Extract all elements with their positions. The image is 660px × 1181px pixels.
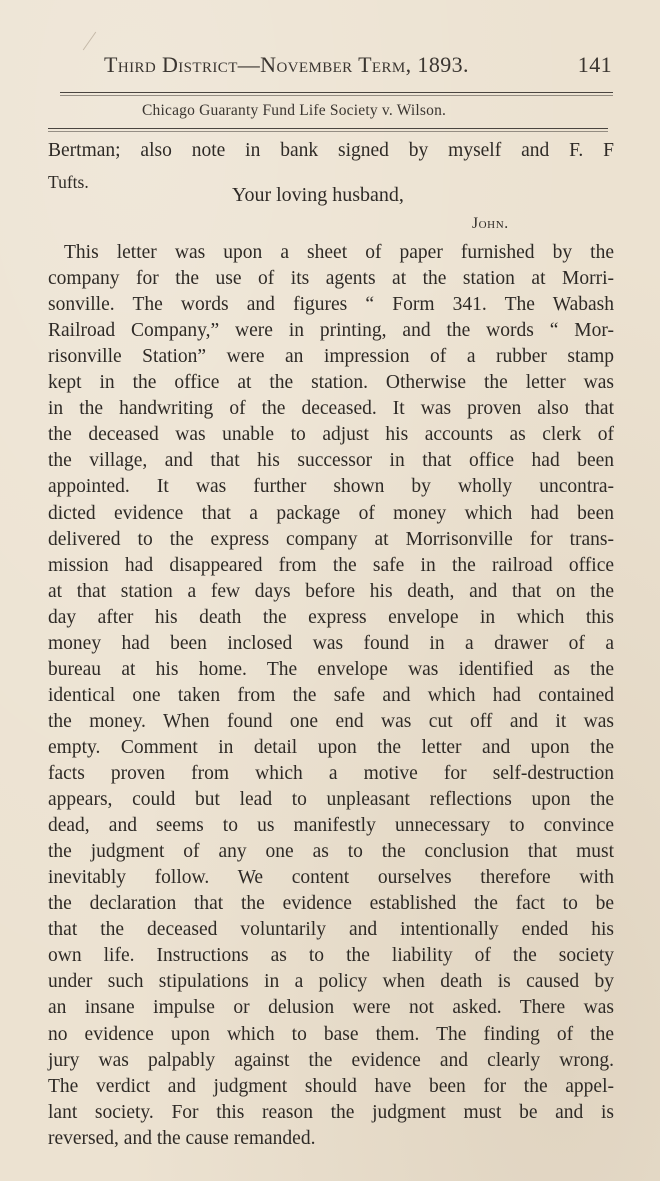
body-line: dead, and seems to us manifestly unnecessary to convince: [48, 815, 614, 837]
body-line: mission had disappeared from the safe in the railroad office: [48, 554, 614, 576]
page-number: 141: [577, 52, 612, 77]
body-line: lant society. For this reason the judgment must be and is: [48, 1101, 614, 1123]
header-rule-bottom-shadow: [48, 131, 608, 132]
body-line: in the handwriting of the deceased. It was proven also that: [48, 398, 614, 420]
body-line: day after his death the express envelope in which this: [48, 606, 614, 628]
body-line: empty. Comment in detail upon the letter and upon the: [48, 736, 614, 758]
header-rule-top: [60, 92, 613, 93]
running-title: Third District—November Term, 1893.: [104, 52, 469, 77]
paper-scratch-mark: [83, 32, 96, 51]
body-line: own life. Instructions as to the liability of the society: [48, 945, 614, 967]
body-line: dicted evidence that a package of money which had been: [48, 502, 614, 524]
body-line: an insane impulse or delusion were not asked. There was: [48, 997, 614, 1019]
body-line: company for the use of its agents at the station at Morri-: [48, 268, 614, 290]
body-line: delivered to the express company at Morrisonville for trans-: [48, 528, 614, 550]
body-line: money had been inclosed was found in a drawer of a: [48, 632, 614, 654]
body-line: the declaration that the evidence established the fact to be: [48, 893, 614, 915]
case-title: Chicago Guaranty Fund Life Society v. Wilson.: [142, 102, 447, 119]
body-line: jury was palpably against the evidence and clearly wrong.: [48, 1049, 614, 1071]
body-line: bureau at his home. The envelope was identified as the: [48, 658, 614, 680]
body-line: identical one taken from the safe and which had contained: [48, 684, 614, 706]
body-line: risonville Station” were an impression of a rubber stamp: [48, 346, 614, 368]
header-rule-bottom: [48, 128, 608, 129]
letter-first-line: Bertman; also note in bank signed by myself and F. F: [48, 140, 614, 161]
body-line: facts proven from which a motive for self-destruction: [48, 763, 614, 784]
header-rule-top-shadow: [60, 95, 613, 96]
letter-continuation: Tufts.: [48, 172, 89, 192]
letter-closing: Your loving husband,: [232, 184, 404, 206]
body-line: no evidence upon which to base them. The finding of the: [48, 1023, 614, 1045]
body-line: the village, and that his successor in that office had been: [48, 450, 614, 472]
body-line: sonville. The words and figures “ Form 341. The Wabash: [48, 294, 614, 316]
body-line: The verdict and judgment should have been for the appel-: [48, 1075, 614, 1097]
body-line: inevitably follow. We content ourselves therefore with: [48, 867, 614, 889]
body-line: Railroad Company,” were in printing, and the words “ Mor-: [48, 320, 614, 342]
body-line: kept in the office at the station. Otherwise the letter was: [48, 372, 614, 394]
body-line: appointed. It was further shown by wholly uncontra-: [48, 476, 614, 498]
body-line: appears, could but lead to unpleasant reflections upon the: [48, 789, 614, 811]
running-head: [104, 52, 612, 78]
letter-signature: John.: [472, 215, 509, 232]
body-line: at that station a few days before his death, and that on the: [48, 580, 614, 602]
body-line: the judgment of any one as to the conclusion that must: [48, 841, 614, 863]
body-line: that the deceased voluntarily and intentionally ended his: [48, 919, 614, 941]
body-line: the deceased was unable to adjust his accounts as clerk of: [48, 424, 614, 446]
body-line: This letter was upon a sheet of paper furnished by the: [64, 242, 614, 263]
body-line: under such stipulations in a policy when death is caused by: [48, 971, 614, 993]
body-line: the money. When found one end was cut off and it was: [48, 710, 614, 732]
body-line: reversed, and the cause remanded.: [48, 1127, 316, 1149]
